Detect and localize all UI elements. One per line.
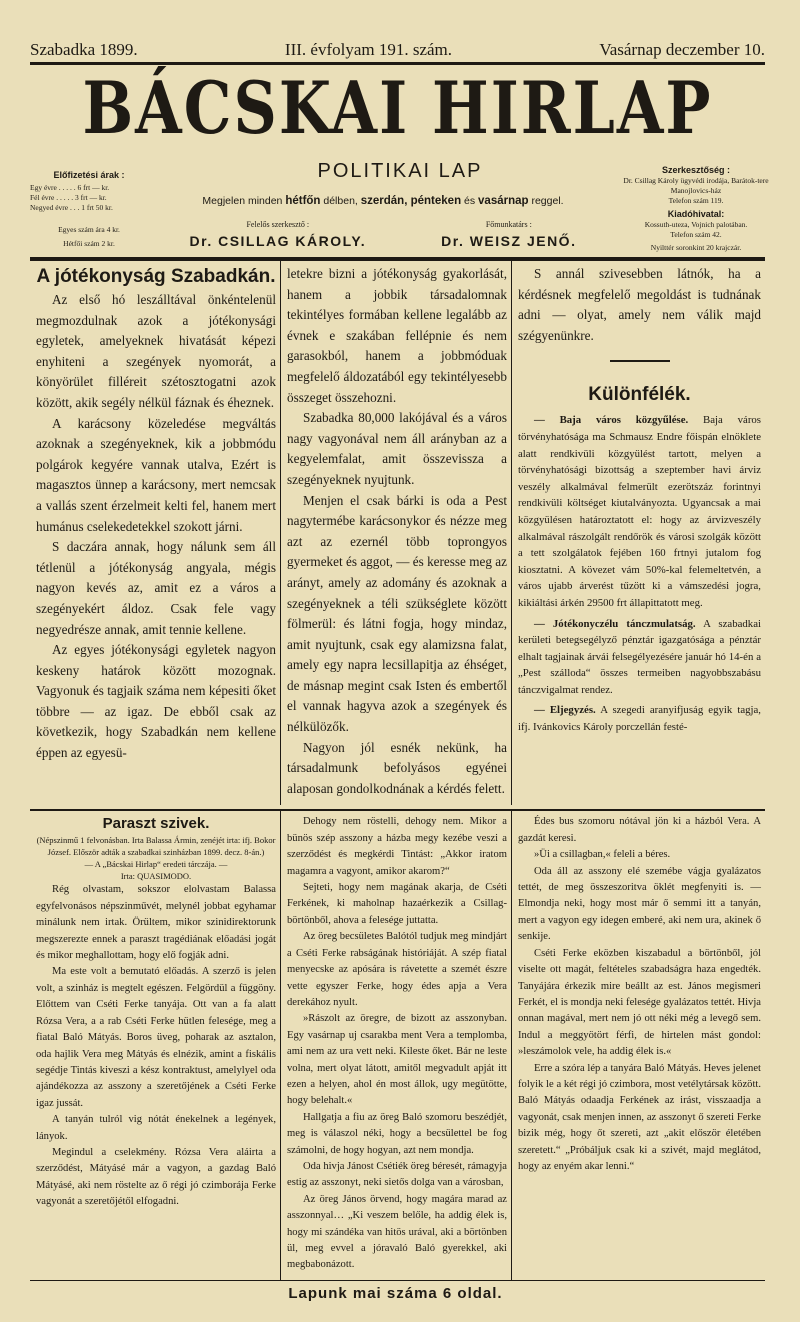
paragraph: Oda áll az asszony elé szemébe vágja gyalázatos tettét, de meg összeszoritva öklét megfenyiti is. — Elmondja neki, hogy most már ő semmi itt a tanyán, mert a vagyon egy idegen emberé, aki nem ura, akinek ő senkije. <box>518 865 761 943</box>
news-text: A szabadkai kerületi betegsegélyző pénztár igazgatósága a pénztár elhalt tagjainak árvái felsegélyezésére január hó 14-én a „Pest szálloda“ összes termeiben nagyobbszabásu tánczvigalmat rendez. <box>518 617 762 696</box>
price-line: Egy évre . . . . . 6 frt — kr. <box>30 183 110 192</box>
paragraph: Szabadka 80,000 lakójával és a város nagy vagyonával nem áll arányban az a kegyelemfalat, amit összevissza a szegényeknek nyujtunk. <box>287 410 507 487</box>
paragraph: Dehogy nem röstelli, dehogy nem. Mikor a bünös szép asszony a házba megy kezébe veszi a szerződést és megkérdi Tintást: „Akkor iratom magamra a vagyont, amikor akarom?“ <box>287 816 507 877</box>
paragraph: Az egyes jótékonysági egyletek nagyon keskeny határok között mozognak. Vagyonuk és tagjaik száma nem képesiti őket többre — az igaz. De ebből csak az következik, hogy Szabadkán nem kellene éppen az egyesü- <box>36 642 276 761</box>
paragraph: Megindul a cselekmény. Rózsa Vera aláirta a szerződést, Mátyásé már a vagyon, a gazdag Baló Mátyásé, aki nem röstelte az ő régi jó czimborája Ferke vagyonát a szeretőjétől elfogadni. <box>36 1146 276 1208</box>
office-line: Kossuth-uteza, Vojnich palotában. <box>644 220 748 229</box>
office-heading: Szerkesztőség : <box>661 165 731 175</box>
article-column-1 <box>30 261 280 805</box>
schedule-day: hétfőn <box>285 195 321 207</box>
newspaper-subtitle: POLITIKAI LAP <box>317 160 483 182</box>
paragraph: Édes bus szomoru nótával jön ki a házból Vera. A gazdát keresi. <box>518 816 761 844</box>
paragraph: letekre bizni a jótékonyság gyakorlását, hanem a jobbik társadalomnak tekintélyes formában kellene legalább az évnek e szakában fellépnie és nem garasokból, hanem a jobbmóduak megfelelő áldozatából egy tekintélyesebb összeget összehozni. <box>287 266 507 405</box>
masthead-rule <box>30 62 765 65</box>
feuilleton-column-1 <box>30 811 280 1279</box>
credit-line: — A „Bácskai Hirlap“ eredeti tárczája. — <box>84 859 228 870</box>
paragraph: Nagyon jól esnék nekünk, ha társadalmunk befolyásos egyénei alaposan gondolkodnának a kérdés felett. <box>287 739 507 796</box>
section-title: Különfélék. <box>588 384 691 406</box>
place-year: Szabadka 1899. <box>30 40 138 59</box>
monday-price: Hétfői szám 2 kr. <box>63 239 115 248</box>
office-line: Telefon szám 42. <box>670 230 722 239</box>
office-line: Telefon szám 119. <box>668 196 724 205</box>
schedule-text: reggel. <box>531 195 564 207</box>
page-count-notice: Lapunk mai száma 6 oldal. <box>288 1284 503 1302</box>
paragraph: Az öreg János örvend, hogy magára marad az asszonnyal… „Ki veszem belőle, ha addig élek is, hogy mi szándéka van hitös urával, aki a börtönben ül, meg evvel a jóravaló Baló gyerekkel, aki megbabonázott. <box>287 1193 507 1271</box>
office-info <box>622 165 770 253</box>
paragraph: Oda hivja Jánost Csétiék öreg béresét, rámagyja estig az asszonyt, neki sietős dolga van a városban, <box>287 1160 507 1189</box>
newspaper-title: BÁCSKAI HIRLAP <box>82 67 713 151</box>
paragraph: S annál szivesebben látnók, ha a kérdésnek megfelelő megoldást is tudnának adni — olyat, amely nem válik majd szégyenünkre. <box>518 266 761 343</box>
news-headline: — Baja város közgyűlése. <box>534 414 689 427</box>
article-title: A jótékonyság Szabadkán. <box>36 266 276 287</box>
coworker-name: Dr. WEISZ JENŐ. <box>441 233 577 249</box>
office-line: Nyilttér soronkint 20 krajczár. <box>650 243 742 252</box>
paragraph: S daczára annak, hogy nálunk sem áll tétlenül a jótékonyság angyala, mégis nagyon kevés az, amit ez a város a szegényekért áldoz. Csak fele vagy negyedrésze annak, amit tennie kellene. <box>36 539 276 637</box>
schedule-text: Megjelen minden <box>202 195 283 207</box>
price-line: Negyed évre . . . 1 frt 50 kr. <box>30 203 113 212</box>
news-items <box>518 412 761 735</box>
news-headline: — Eljegyzés. <box>534 704 596 717</box>
paragraph: Az első hó leszálltával önkéntelenül megmozdulnak azok a jótékonysági egyletek, amelyeknek hivatását képezi enyhiteni a szegények nyomorát, a könyörület filléreit szétosztogatni azok között, akik segély nélkül fáznak és éheznek. <box>36 292 276 410</box>
article-column-3 <box>511 261 765 805</box>
paragraph: »Üi a csillagban,« feleli a béres. <box>534 849 671 861</box>
paragraph: A karácsony közeledése megváltás azoknak a szegényeknek, kik a jobbmódu polgárok kegyére vannak utalva, Ezért is magasztos ünnep a karácsony, mert nemcsak a vallás szent érzelmeit kelti fel, hanem mert humánus cselekedetekkel szokott járni. <box>36 415 276 534</box>
paragraph: Sejteti, hogy nem magának akarja, de Cséti Ferkének, ki maholnap hazaérkezik a Csillag-börtönből, ahova a felesége juttatta. <box>287 882 507 926</box>
coworker-label: Főmunkatárs : <box>485 220 532 229</box>
news-headline: — Jótékonyczélu tánczmulatság. <box>534 617 696 630</box>
paragraph: Rég olvastam, sokszor elolvastam Balassa egyfelvonásos népszinművét, melynél jobbat egyhamar minálunk nem irtak. Örültem, mikor szinidirektorunk megszerezte ennek a paraszt tragédiának előadási jogát és mikor meghallottam, hogy elő fogják adni. <box>36 884 276 962</box>
paragraph: Hallgatja a fiu az öreg Baló szomoru beszédjét, meg is válaszol néki, hogy a becsülettel be fog számolni, de hogy hogyan, azt nem mondja. <box>287 1111 507 1156</box>
editors <box>152 220 614 250</box>
issue-date: Vasárnap deczember 10. <box>599 40 765 59</box>
feuilleton-title: Paraszt szivek. <box>102 815 210 833</box>
feuilleton-column-2 <box>280 811 511 1279</box>
news-text: A szegedi aranyifjuság egyik tagja, ifj. Ivánkovics Károly porczellán festé- <box>518 704 761 734</box>
schedule-text: délben, <box>323 195 358 207</box>
schedule-text: és <box>464 195 476 207</box>
credit-line: (Népszinmű 1 felvonásban. Irta Balassa Ármin, zenéjét irta: ifj. Bokor József. Először adták a szabadkai szinházban 1899. decz. 8-án.) <box>36 835 276 858</box>
feuilleton-section <box>30 809 765 1280</box>
prices-heading: Előfizetési árak : <box>53 170 125 180</box>
paragraph: Az öreg becsületes Balótól tudjuk meg mindjárt a Cséti Ferke rabságának históriáját. A szép fiatal menyecske az apósára is rávetette a szemét észre vette egyszer Ferke, hogy édes apja a Vera derekához nyult. <box>287 931 507 1008</box>
publication-schedule <box>152 194 614 208</box>
ornament-divider <box>610 360 670 362</box>
author-line: Irta: QUASIMODO. <box>120 871 192 882</box>
editor-name: Dr. CSILLAG KÁROLY. <box>189 233 367 249</box>
schedule-day: szerdán, pénteken <box>360 195 462 207</box>
paragraph: »Rászolt az öregre, de bizott az asszonyban. Egy vasárnap uj csarakba ment Vera a templomba, ami nem az ura vett neki. Kileste őket. Bár ne leste volna, mert olyat látott, amitől megvadult apját itt ezen a helyen, ahol én most állok, ugy megütötte, hogy belehalt.« <box>287 1013 507 1107</box>
paragraph: Ma este volt a bemutató előadás. A szerző is jelen volt, a szinház is megtelt egészen. Felgördül a függöny. Előttem van Cséti Ferke tanyája. Ott van a fa alatt Rózsa Vera, a a rab Cséti Ferke hütlen felesége, meg a fiatal Baló Mátyás. Boros üveg, poharak az asztalon, oda hajlik Vera meg Mátyás és elnézik, amint a fiskális segédje Tintás kiveszi a kész kontraktust, amelylyel oda ajándékozza az asszony a szeretőjének a Cséti Ferke igaz jussát. <box>36 966 276 1109</box>
news-text: Baja város törvényhatósága ma Schmausz Endre főispán elnöklete alatt rendkivüli közgyülést tartott, melyen a törvényhatósági bizottság a szeptember havi árviz veszély alkalmával felmerült ezerötszáz forintnyi rendkivüli költséget kiutalványozta. Ugyancsak a mai közgyülésen határoztatott el: hogy az árvizveszély alkalmával rászolgált rendőrök és városi szolgák között a tett szolgálatok fejében 160 frtnyi jutalom fog kiosztatni. A kövezet vám 50%-kal felemeltetvén, a város ujabb árverést tűzött ki a vámszedési jogra, kikiáltási árkén 29500 frt állapittatott meg. <box>518 414 762 609</box>
editor-label: Felelős szerkesztő : <box>246 220 310 229</box>
dateline <box>30 40 765 60</box>
schedule-day: vasárnap <box>478 195 529 207</box>
front-section <box>30 257 765 805</box>
paragraph: A tanyán tulról vig nótát énekelnek a legények, lányok. <box>36 1114 276 1142</box>
price-line: Fél évre . . . . . 3 frt — kr. <box>30 193 107 202</box>
volume-issue: III. évfolyam 191. szám. <box>284 40 453 59</box>
paragraph: Menjen el csak bárki is oda a Pest nagytermébe karácsonykor és nézze meg azt az ezernél több toprongyos gyermeket és aggot, — és keresse meg az arányt, amely az adomány és azoknak a szegényeknek a téli szükséglete között fölmerül: és látni fogja, hogy mindaz, amit nyujtunk, csak egy alamizsna falat, amely egy napra lecsillapitja az éhséget, de másnap megint csak Isten és embertől el vannak hagyva azok a szegények és nélkülözők. <box>287 492 507 735</box>
article-column-2 <box>280 261 511 805</box>
office-line: Dr. Csillag Károly ügyvédi irodája, Barátok-tere Manojlovics-ház <box>623 176 769 195</box>
publisher-heading: Kiadóhivatal: <box>667 209 725 219</box>
paragraph: Erre a szóra lép a tanyára Baló Mátyás. Heves jelenet folyik le a két régi jó czimbora, most vetélytársak között. Baló Mátyás odaadja Ferkének az irást, visszaadja a vagyonát, csak menjen innen, az asszonyt ő szereti Ferke bizik még, hogy őt szereti, azt „akit először életében szeretett.“ „Próbáljuk csak ki a szivét, majd meglátod, hogy az enyém akar lenni.“ <box>518 1062 761 1172</box>
paragraph: Cséti Ferke eközben kiszabadul a börtönből, jól viselte ott magát, feltételes szabadságra haza engedték. Tanyájára érkezik mire beállt az est. János megismeri Ferkét, el is mondja neki felesége gyalázatos tettét. Hivja onnan magával, mert nem jó ott néki még a levegő sem. Indul a meggyötört férfi, de hirtelen mást gondol: »leszámolok vele, ha addig élek is.« <box>518 947 761 1058</box>
feuilleton-column-3 <box>511 811 765 1279</box>
subscription-prices <box>30 170 148 249</box>
single-price: Egyes szám ára 4 kr. <box>58 225 120 234</box>
